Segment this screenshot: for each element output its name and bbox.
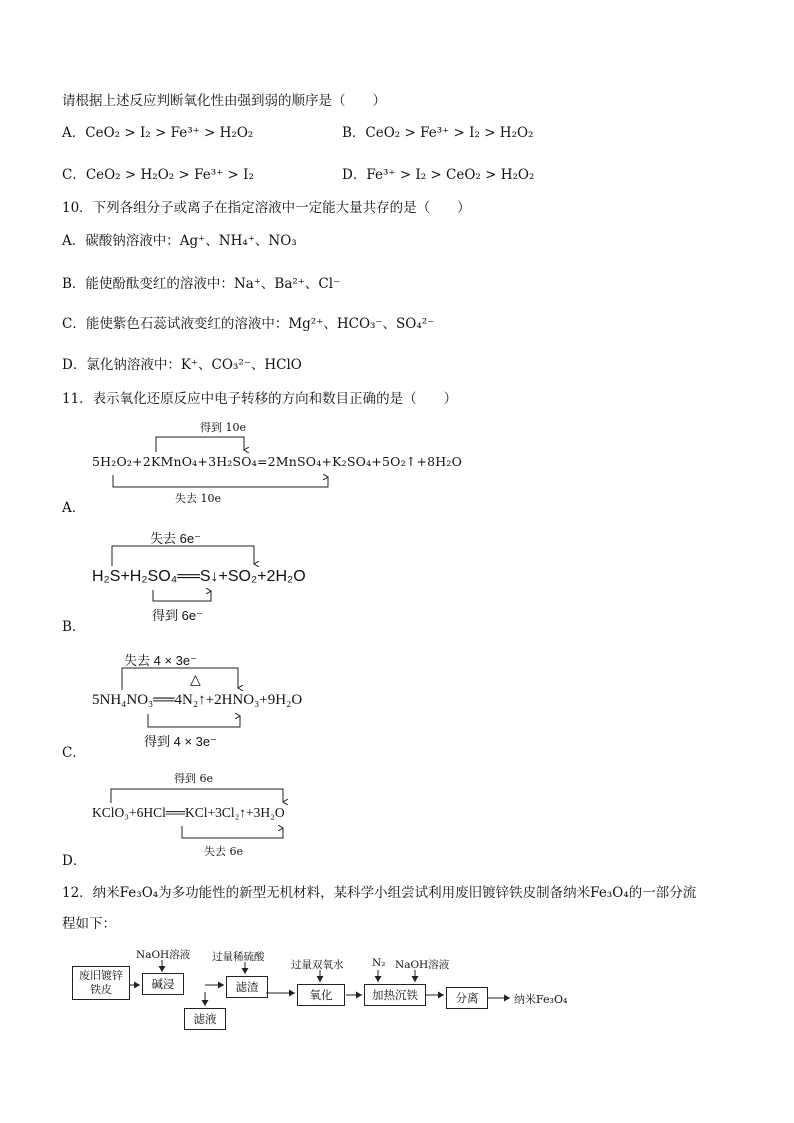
q11a-top-label: 得到 10e [200,421,247,434]
q11c-bottom-label: 得到 4 × 3e⁻ [144,734,217,749]
flow-reagent-naoh-2: NaOH溶液 [395,959,450,971]
q11c-heat-condition: △ [190,672,201,688]
q11d-top-label: 得到 6e [174,772,214,785]
q9-option-a[interactable]: A．CeO₂ > I₂ > Fe³⁺ > H₂O₂ [62,125,254,141]
flow-product: 纳米Fe₃O₄ [514,993,568,1006]
q9-option-c[interactable]: C．CeO₂ > H₂O₂ > Fe³⁺ > I₂ [62,167,254,183]
flow-reagent-n2: N₂ [372,957,386,969]
q11b-equation: H₂S+H₂SO₄══S↓+SO₂+2H₂O [92,568,306,585]
q11-stem: 11．表示氧化还原反应中电子转移的方向和数目正确的是（ ） [62,391,458,407]
flow-reagent-h2o2: 过量双氧水 [291,959,344,971]
q12-stem-line2: 程如下： [62,916,116,932]
q11c-equation: 5NH₄NO₃══4N₂↑+2HNO₃+9H₂O [92,692,303,708]
q11a-bottom-label: 失去 10e [175,492,222,505]
q10-option-a[interactable]: A．碳酸钠溶液中：Ag⁺、NH₄⁺、NO₃ [62,233,297,249]
q11-option-a[interactable]: A． [62,500,86,516]
flow-box-alkali-leach: 碱浸 [142,973,184,995]
flow-reagent-h2so4: 过量稀硫酸 [212,951,265,963]
q11c-top-label: 失去 4 × 3e⁻ [124,653,197,668]
flow-box-oxidation: 氧化 [297,984,345,1006]
q10-stem: 10．下列各组分子或离子在指定溶液中一定能大量共存的是（ ） [62,200,471,216]
flow-reagent-naoh: NaOH溶液 [136,949,191,961]
q9-option-d[interactable]: D．Fe³⁺ > I₂ > CeO₂ > H₂O₂ [342,167,535,183]
q9-stem: 请根据上述反应判断氧化性由强到弱的顺序是（ ） [62,93,386,109]
flow-box-residue: 滤渣 [226,976,268,998]
flow-box-heat-precipitate: 加热沉铁 [364,984,426,1006]
flow-box-separation: 分离 [446,987,488,1009]
q10-option-b[interactable]: B．能使酚酞变红的溶液中：Na⁺、Ba²⁺、Cl⁻ [62,276,341,292]
flow-box-filtrate: 滤液 [184,1008,226,1030]
q11-option-b[interactable]: B． [62,619,86,635]
q11d-bottom-label: 失去 6e [204,845,244,858]
q10-option-c[interactable]: C．能使紫色石蕊试液变红的溶液中：Mg²⁺、HCO₃⁻、SO₄²⁻ [62,316,435,332]
q11a-equation: 5H₂O₂+2KMnO₄+3H₂SO₄=2MnSO₄+K₂SO₄+5O₂↑+8H₂O [92,454,463,469]
q11b-bottom-label: 得到 6e⁻ [152,608,203,623]
q11d-equation: KClO₃+6HCl══KCl+3Cl₂↑+3H₂O [92,805,285,820]
q11b-top-label: 失去 6e⁻ [150,531,201,546]
q9-option-b[interactable]: B．CeO₂ > Fe³⁺ > I₂ > H₂O₂ [342,125,534,141]
q12-stem-line1: 12．纳米Fe₃O₄为多功能性的新型无机材料，某科学小组尝试利用废旧镀锌铁皮制备纳米Fe₃O₄的一部分流 [62,885,697,901]
flow-box-start: 废旧镀锌铁皮 [72,966,130,1000]
q11-option-c[interactable]: C． [62,745,86,761]
q11-option-d[interactable]: D． [62,853,87,869]
q10-option-d[interactable]: D．氯化钠溶液中：K⁺、CO₃²⁻、HClO [62,357,302,373]
